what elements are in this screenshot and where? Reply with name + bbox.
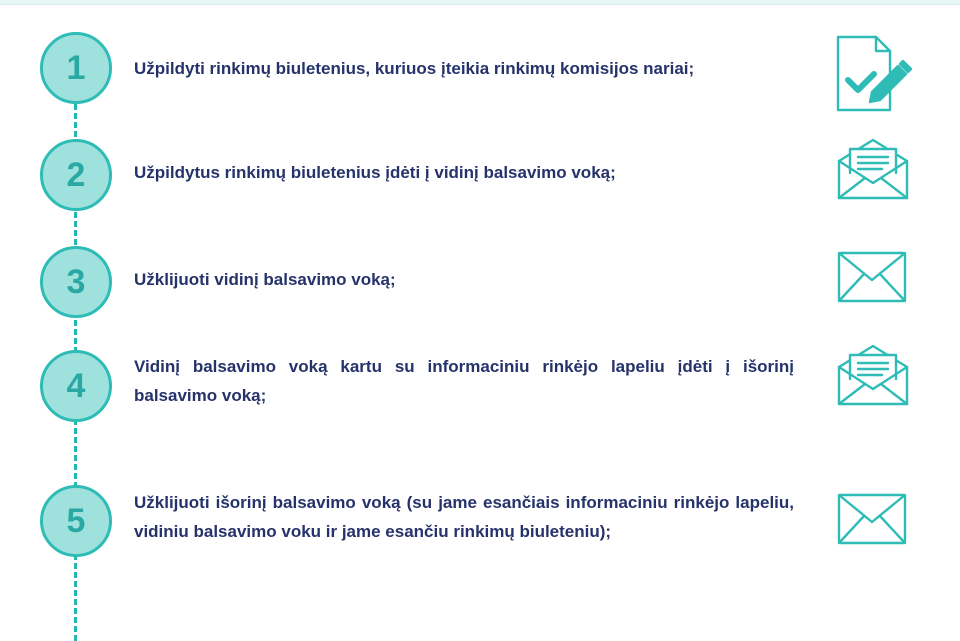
step-4-number-circle <box>40 350 112 422</box>
sealed-envelope-icon <box>836 492 908 546</box>
step-1-number-circle <box>40 32 112 104</box>
letter-in-envelope-icon <box>836 343 910 407</box>
step-3-number-circle <box>40 246 112 318</box>
step-2-text: Užpildytus rinkimų biuletenius įdėti į vidinį balsavimo voką; <box>134 163 616 182</box>
step-4-text: Vidinį balsavimo voką kartu su informaciniu rinkėjo lapeliu įdėti į išorinį balsavimo voką; <box>134 357 794 405</box>
sealed-envelope-icon <box>836 250 908 304</box>
step-3-number: 3 <box>66 262 86 301</box>
ballot-check-icon <box>832 34 914 114</box>
step-1-text: Užpildyti rinkimų biuletenius, kuriuos įteikia rinkimų komisijos nariai; <box>134 59 695 78</box>
step-3-text: Užklijuoti vidinį balsavimo voką; <box>134 270 396 289</box>
step-5-number-circle <box>40 485 112 557</box>
step-5-number: 5 <box>66 501 86 540</box>
step-1-number: 1 <box>66 48 86 87</box>
letter-in-envelope-icon <box>836 137 910 201</box>
step-2-number: 2 <box>66 155 86 194</box>
top-rule <box>0 0 960 5</box>
step-5-text: Užklijuoti išorinį balsavimo voką (su jame esančiais informaciniu rinkėjo lapeliu, vidiniu balsavimo voku ir jame esančiu rinkimų biuleteniu); <box>134 493 794 541</box>
step-2-number-circle <box>40 139 112 211</box>
step-4-number: 4 <box>66 366 86 405</box>
